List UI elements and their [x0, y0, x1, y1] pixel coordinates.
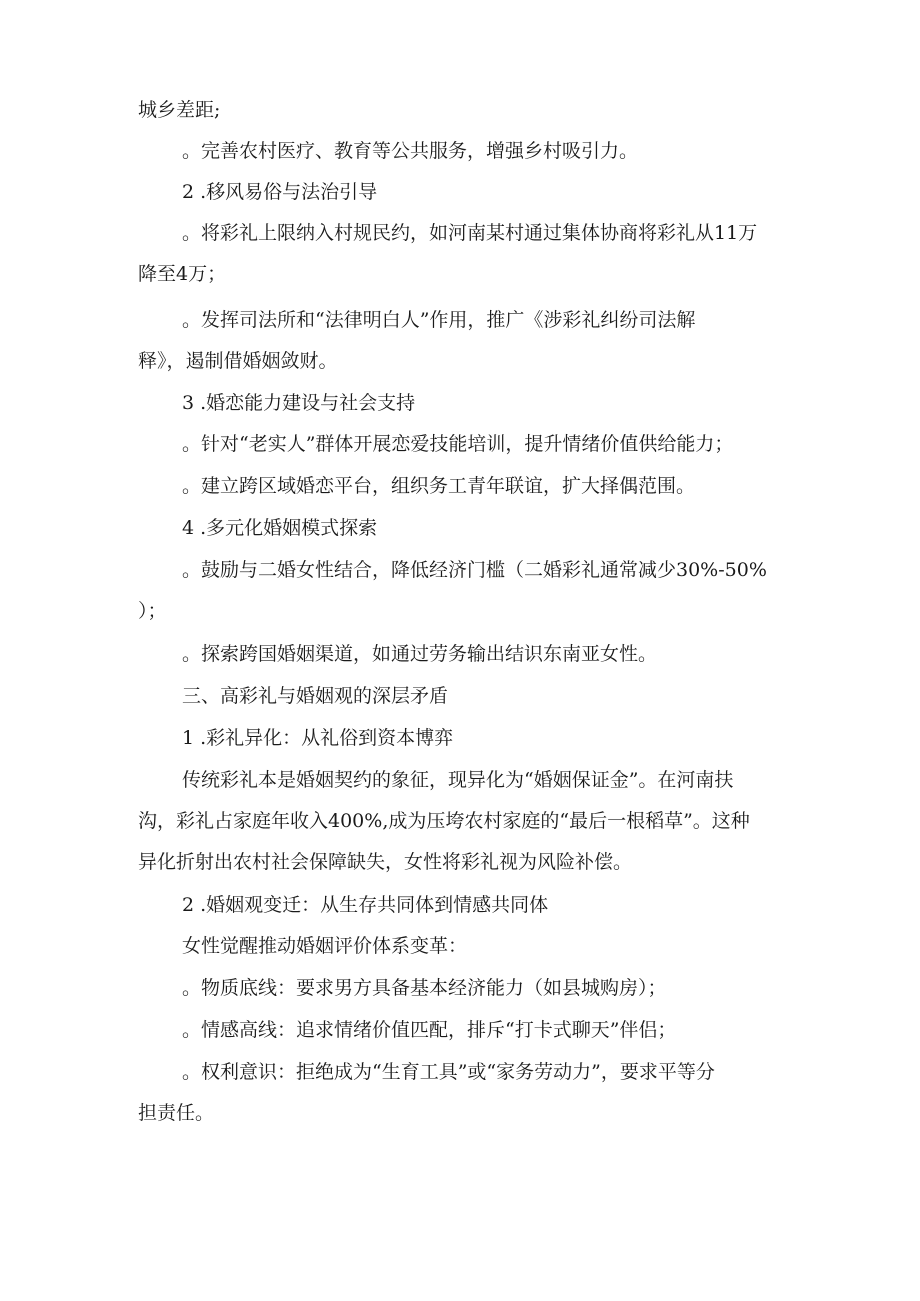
text-line: 。将彩礼上限纳入村规民约，如河南某村通过集体协商将彩礼从11万	[182, 222, 758, 244]
text-line: 异化折射出农村社会保障缺失，女性将彩礼视为风险补偿。	[138, 851, 633, 873]
text-line: 城乡差距;	[138, 99, 221, 121]
paragraph-village-rules	[138, 213, 788, 295]
section-heading-3	[138, 383, 788, 424]
text-line: 。权利意识：拒绝成为“生育工具”或“家务劳动力”，要求平等分	[182, 1061, 715, 1083]
text-line: 。鼓励与二婚女性结合，降低经济门槛（二婚彩礼通常减少30%-50%	[182, 559, 767, 581]
text-line: 。发挥司法所和“法律明白人”作用，推广《涉彩礼纠纷司法解	[182, 309, 696, 331]
paragraph-rights-awareness	[138, 1052, 788, 1134]
text-line: 。完善农村医疗、教育等公共服务，增强乡村吸引力。	[182, 140, 639, 162]
text-line: 女性觉醒推动婚姻评价体系变革：	[182, 935, 468, 957]
paragraph-remarriage	[138, 550, 788, 632]
heading-text: 三、高彩礼与婚姻观的深层矛盾	[182, 685, 449, 707]
paragraph-cross-border	[138, 634, 788, 675]
heading-text: 1 .彩礼异化：从礼俗到资本博弈	[182, 727, 454, 749]
paragraph-bride-price-alienation	[138, 760, 788, 883]
paragraph-rural-urban-gap	[138, 90, 788, 131]
text-line: 。建立跨区域婚恋平台，组织务工青年联谊，扩大择偶范围。	[182, 475, 696, 497]
paragraph-public-services	[138, 131, 788, 172]
paragraph-emotional-high	[138, 1010, 788, 1051]
section-heading-2	[138, 172, 788, 213]
section-heading-1	[138, 718, 788, 759]
paragraph-judicial	[138, 300, 788, 382]
text-line: ）；	[138, 600, 167, 622]
text-line: 。物质底线：要求男方具备基本经济能力（如县城购房）；	[182, 977, 667, 999]
section-heading-2b	[138, 885, 788, 926]
paragraph-dating-platform	[138, 466, 788, 507]
text-line: 释》，遏制借婚姻敛财。	[138, 350, 338, 372]
section-heading-4	[138, 508, 788, 549]
text-line: 。探索跨国婚姻渠道，如通过劳务输出结识东南亚女性。	[182, 643, 658, 665]
heading-text: 3 .婚恋能力建设与社会支持	[182, 392, 416, 414]
paragraph-material-baseline	[138, 968, 788, 1009]
text-line: 。情感高线：追求情绪价值匹配，排斥“打卡式聊天”伴侣；	[182, 1019, 677, 1041]
paragraph-skills-training	[138, 424, 788, 465]
chapter-heading-3	[138, 676, 788, 717]
text-line: 。针对“老实人”群体开展恋爱技能培训，提升情绪价值供给能力；	[182, 433, 734, 455]
text-line: 降至4万；	[138, 263, 227, 285]
heading-text: 2 .婚姻观变迁：从生存共同体到情感共同体	[182, 894, 549, 916]
text-line: 沟，彩礼占家庭年收入400%,成为压垮农村家庭的“最后一根稻草”。这种	[138, 810, 750, 832]
heading-text: 4 .多元化婚姻模式探索	[182, 517, 378, 539]
text-line: 传统彩礼本是婚姻契约的象征，现异化为“婚姻保证金”。在河南扶	[182, 769, 734, 791]
paragraph-female-awakening	[138, 926, 788, 967]
text-line: 担责任。	[138, 1102, 215, 1124]
heading-text: 2 .移风易俗与法治引导	[182, 181, 378, 203]
